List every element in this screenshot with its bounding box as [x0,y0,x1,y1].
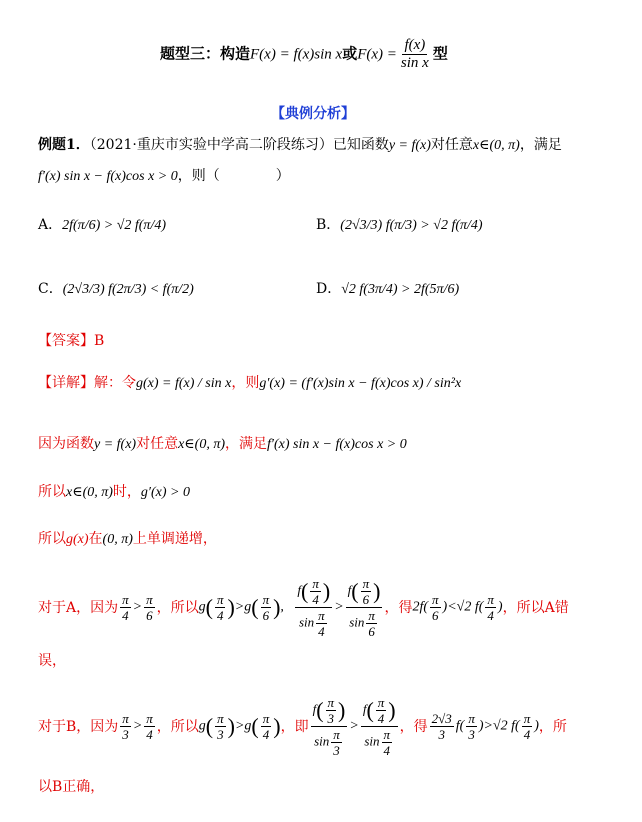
example-condition: f′(x) sin x − f(x)cos x > 0 [38,169,178,184]
case-b-g-ineq: g( $\frac{\pi}{3}$ )>g( $\frac{\pi}{4}$ ) [198,710,281,742]
page-title [160,38,448,71]
detail-line2-pre: 因为函数 [38,436,94,452]
case-b-get: ，得 [399,719,428,735]
option-b-label: B． [316,217,341,233]
title-label: 题型三：构造 [160,44,251,63]
detail-line2-dom: x∈(0, π) [178,437,226,452]
detail-line3-dom: x∈(0, π) [66,485,113,500]
detail-line2-func: y = f(x) [94,437,137,452]
option-a-label: A． [38,217,63,233]
detail-line4-mid: 在 [88,531,103,547]
title-or: 或 [342,44,358,63]
case-b-end-line2: 以B正确， [38,779,105,795]
detail-line3-mid: 时， [112,484,141,500]
detail-line4-g: g(x) [66,532,89,547]
case-a-g-ineq: g( $\frac{\pi}{4}$ )>g( $\frac{\pi}{6}$ ), f( $\frac{\pi}{4}$ ) sin $\frac{\pi}{4}$ > f( $\frac{\pi}{6}$ ) sin $\frac{\pi}{6}$ [198,575,381,639]
example-label: 例题1． [38,137,90,153]
case-a-so: ，所以 [156,600,199,616]
example-then: ，则（ ） [177,168,290,184]
option-c[interactable] [38,278,194,298]
detail-line4-tail: 上单调递增， [132,531,217,547]
case-b-frac-ineq: f( $\frac{\pi}{3}$ ) sin $\frac{\pi}{3}$ > f( $\frac{\pi}{4}$ ) sin $\frac{\pi}{4}$ [312,694,396,758]
detail-label: 【详解】 [38,375,94,391]
example-source: （2021·重庆市实验中学高二阶段练习）已知函数 [89,137,389,153]
detail-line4 [38,528,217,548]
case-b-ineq: $\frac{\pi}{3}$ > $\frac{\pi}{4}$ [122,710,153,742]
example-stem-line2 [38,165,290,185]
detail-line3-cond: g′(x) > 0 [140,485,190,500]
title-formula-2-left: F(x) = [357,46,397,63]
detail-line3 [38,481,190,501]
example-func: y = f(x) [388,138,431,153]
detail-intro: 解：令 [94,375,136,391]
section-heading: 【典例分析】 [271,106,355,122]
case-a-get: ，得 [384,600,413,616]
answer-label: 【答案】 [38,333,94,349]
example-stem-line1 [38,134,562,154]
detail-g-def: g(x) = f(x) / sin x [136,376,232,391]
case-b-ie: ，即 [280,719,309,735]
case-b-result: $\frac{2√3}{3}$ f( $\frac{\pi}{3}$ )>√2 f( $\frac{\pi}{4}$ ) [431,710,539,742]
detail-line4-pre: 所以 [38,531,66,547]
example-tail: ，满足 [519,137,562,153]
detail-line2-cond: f′(x) sin x − f(x)cos x > 0 [267,437,407,452]
detail-line2-mid: 对任意 [136,436,179,452]
option-a-expr: 2f(π/6) > √2 f(π/4) [62,218,166,233]
case-a-line [38,572,569,642]
title-fraction-den: sin x [400,55,429,71]
case-b-so: ，所以 [156,719,199,735]
title-formula-1: F(x) = f(x)sin x [250,46,343,63]
detail-line3-pre: 所以 [38,484,66,500]
detail-g-prime: g′(x) = (f′(x)sin x − f(x)cos x) / sin²x [259,376,462,391]
example-domain: x∈(0, π) [472,138,520,153]
answer-value: B [94,333,105,349]
detail-line2-tail: ，满足 [225,436,268,452]
option-b[interactable] [316,214,483,234]
option-d-label: D． [316,281,342,297]
case-b-line [38,690,567,762]
example-mid: 对任意 [430,137,473,153]
case-b-end: ，所 [538,719,567,735]
case-a-pre: 对于A，因为 [38,600,119,616]
detail-line2 [38,433,407,453]
detail-line1 [38,372,461,392]
option-d[interactable] [316,278,459,298]
detail-then-word: ，则 [231,375,260,391]
case-a-end: ，所以A错 [502,600,569,616]
detail-line4-int: (0, π) [102,532,133,547]
option-c-expr: (2√3/3) f(2π/3) < f(π/2) [62,282,194,297]
case-a-result: 2f( $\frac{\pi}{6}$ )<√2 f( $\frac{\pi}{4}$ ) [412,591,503,623]
title-fraction-num: f(x) [404,37,426,53]
option-d-expr: √2 f(3π/4) > 2f(5π/6) [341,282,460,297]
title-suffix: 型 [432,44,448,63]
option-b-expr: (2√3/3) f(π/3) > √2 f(π/4) [340,218,483,233]
case-b-pre: 对于B，因为 [38,719,119,735]
title-fraction [399,38,431,71]
case-a-end-line2: 误， [38,653,66,669]
answer-line [38,330,104,350]
option-c-label: C． [38,281,63,297]
case-a-ineq: $\frac{\pi}{4}$ > $\frac{\pi}{6}$ [122,591,153,623]
option-a[interactable] [38,214,166,234]
